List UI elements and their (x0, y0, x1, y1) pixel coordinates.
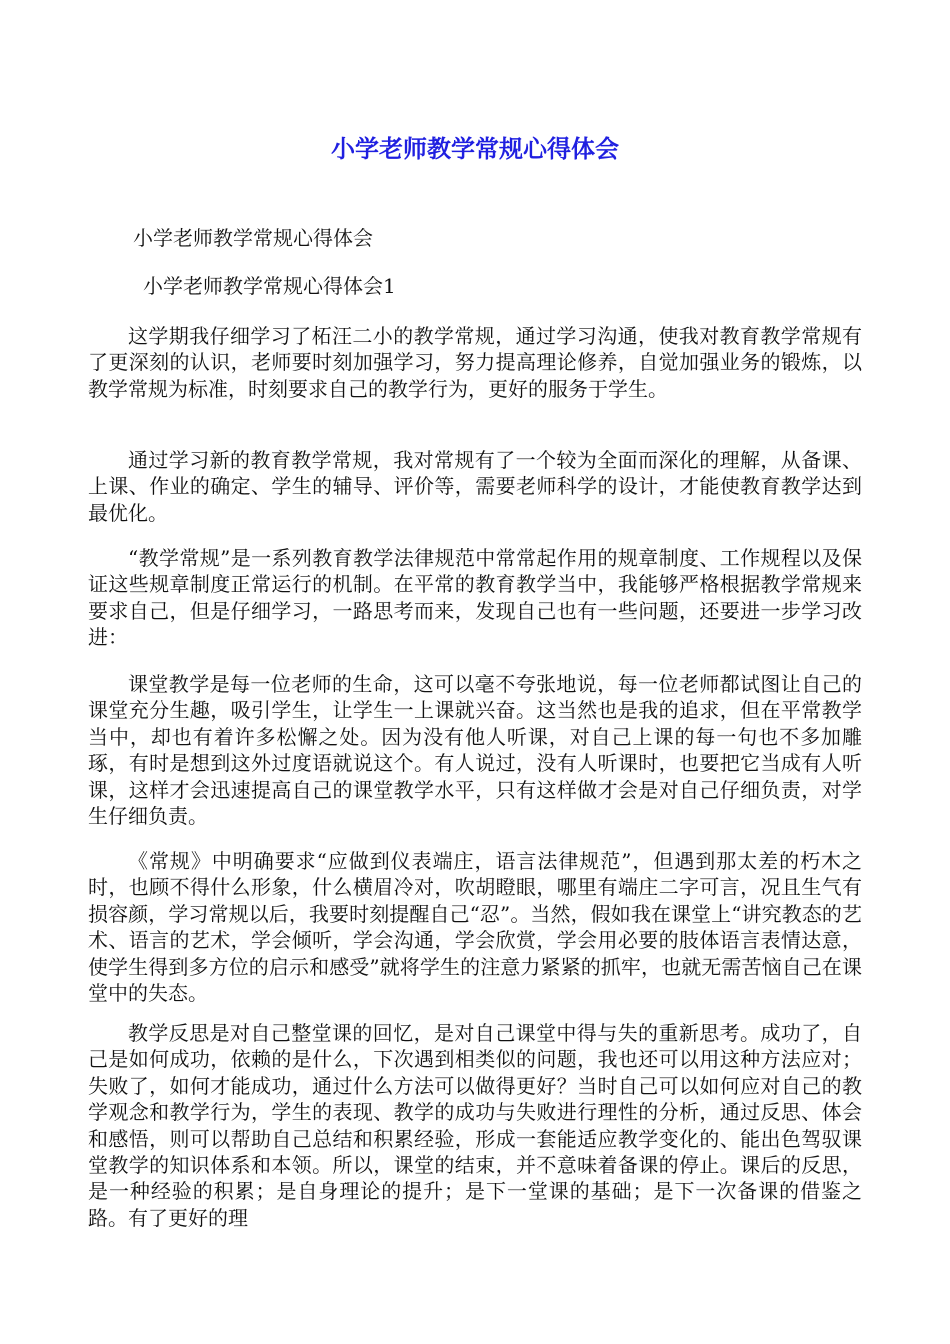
paragraph-1: 这学期我仔细学习了柘汪二小的教学常规，通过学习沟通，使我对教育教学常规有了更深刻的认识，老师要时刻加强学习，努力提高理论修养，自觉加强业务的锻炼，以教学常规为标准，时刻要求自己的教学行为，更好的服务于学生。 (88, 324, 862, 401)
paragraph-3: “教学常规”是一系列教育教学法律规范中常常起作用的规章制度、工作规程以及保证这些规章制度正常运行的机制。在平常的教育教学当中，我能够严格根据教学常规来要求自己，但是仔细学习，一路思考而来，发现自己也有一些问题，还要进一步学习改进： (88, 546, 862, 650)
document-subtitle: 小学老师教学常规心得体会 (133, 226, 373, 250)
document-title: 小学老师教学常规心得体会 (331, 135, 619, 163)
paragraph-6: 教学反思是对自己整堂课的回忆，是对自己课堂中得与失的重新思考。成功了，自己是如何成功，依赖的是什么，下次遇到相类似的问题，我也还可以用这种方法应对；失败了，如何才能成功，通过什么方法可以做得更好？当时自己可以如何应对自己的教学观念和教学行为，学生的表现、教学的成功与失败进行理性的分析，通过反思、体会和感悟，则可以帮助自己总结和积累经验，形成一套能适应教学变化的、能出色驾驭课堂教学的知识体系和本领。所以，课堂的结束，并不意味着备课的停止。课后的反思，是一种经验的积累；是自身理论的提升；是下一堂课的基础；是下一次备课的借鉴之路。有了更好的理 (88, 1021, 862, 1230)
paragraph-4: 课堂教学是每一位老师的生命，这可以毫不夸张地说，每一位老师都试图让自己的课堂充分生趣，吸引学生，让学生一上课就兴奋。这当然也是我的追求，但在平常教学当中，却也有着许多松懈之处。因为没有他人听课，对自己上课的每一句也不多加雕琢，有时是想到这外过度语就说这个。有人说过，没有人听课时，也要把它当成有人听课，这样才会迅速提高自己的课堂教学水平，只有这样做才会是对自己仔细负责，对学生仔细负责。 (88, 672, 862, 829)
section-heading: 小学老师教学常规心得体会1 (143, 274, 396, 298)
paragraph-5: 《常规》中明确要求“应做到仪表端庄，语言法律规范”，但遇到那太差的朽木之时，也顾不得什么形象，什么横眉冷对，吹胡瞪眼，哪里有端庄二字可言，况且生气有损容颜，学习常规以后，我要时刻提醒自己“忍”。当然，假如我在课堂上“讲究教态的艺术、语言的艺术，学会倾听，学会沟通，学会欣赏，学会用必要的肢体语言表情达意，使学生得到多方位的启示和感受”就将学生的注意力紧紧的抓牢，也就无需苦恼自己在课堂中的失态。 (88, 849, 862, 1006)
paragraph-2: 通过学习新的教育教学常规，我对常规有了一个较为全面而深化的理解，从备课、上课、作业的确定、学生的辅导、评价等，需要老师科学的设计，才能使教育教学达到最优化。 (88, 448, 862, 525)
